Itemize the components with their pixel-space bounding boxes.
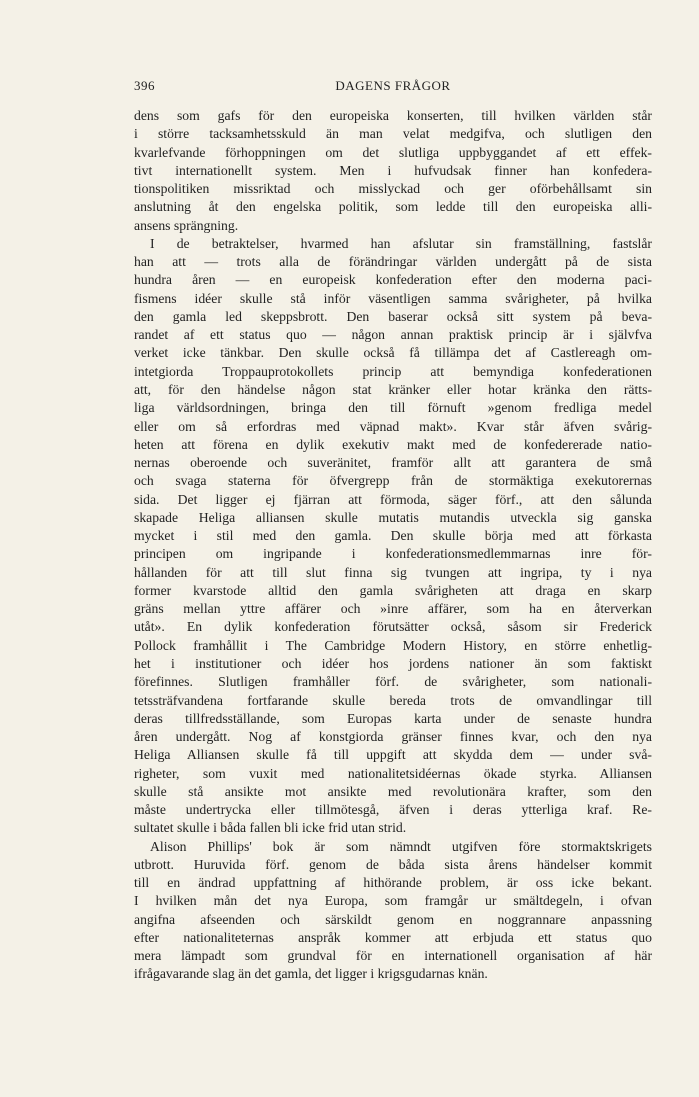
text-line: skapade Heliga alliansen skulle mutatis mutandis utveckla sig ganska bbox=[134, 509, 652, 525]
text-line: Alison Phillips' bok är som nämndt utgifven före stormaktskrigets bbox=[150, 838, 652, 854]
body-text bbox=[134, 107, 652, 984]
text-line: intetgiorda Troppauprotokollets princip att bemyndiga konfederationen bbox=[134, 363, 652, 379]
text-line: fismens idéer skulle stå inför väsentligen samma svårigheter, på hvilka bbox=[134, 290, 652, 306]
text-line: mycket i stil med den gamla. Den skulle börja med att förkasta bbox=[134, 528, 652, 544]
text-line: tetssträfvandena fortfarande skulle bereda trots de omvandlingar till bbox=[134, 692, 652, 708]
text-line: liga världsordningen, bringa den till förnuft »genom fredliga medel bbox=[134, 400, 652, 416]
text-line: han att — trots alla de förändringar världen undergått på de sista bbox=[134, 254, 652, 270]
text-line: utbrott. Huruvida förf. genom de båda sista årens händelser kommit bbox=[134, 856, 652, 872]
page-header bbox=[134, 78, 652, 94]
text-line: I de betraktelser, hvarmed han afslutar sin framställning, fastslår bbox=[150, 235, 652, 251]
text-line: utåt». En dylik konfederation förutsätter också, såsom sir Frederick bbox=[134, 619, 652, 635]
text-line: sida. Det ligger ej fjärran att förmoda, säger förf., att den sålunda bbox=[134, 491, 652, 507]
text-line: verket icke tänkbar. Den skulle också få tillämpa det af Castlereagh om- bbox=[134, 345, 652, 361]
text-line: kvarlefvande förhoppningen om det slutliga uppbyggandet af ett effek- bbox=[134, 144, 652, 160]
text-line: het i institutioner och idéer hos jordens nationer än som faktiskt bbox=[134, 655, 652, 671]
text-line: ansens sprängning. bbox=[134, 217, 239, 233]
text-line: randet af ett status quo — någon annan praktisk princip är i självfva bbox=[134, 327, 652, 343]
text-line: i större tacksamhetsskuld än man velat medgifva, och slutligen den bbox=[134, 126, 652, 142]
text-line: gräns mellan yttre affärer och »inre affärer, som ha en återverkan bbox=[134, 601, 652, 617]
page-number: 396 bbox=[134, 78, 155, 93]
text-line: att, för den händelse någon stat kränker eller hotar kränka den rätts- bbox=[134, 381, 652, 397]
text-line: former kvarstode alltid den gamla svårigheten att draga en skarp bbox=[134, 582, 652, 598]
text-line: principen om ingripande i konfederationsmedlemmarnas inre för- bbox=[134, 546, 652, 562]
text-line: tionspolitiken missriktad och misslyckad och ger oförbehållsamt sin bbox=[134, 181, 652, 197]
text-line: förefinnes. Slutligen framhåller förf. de svårigheter, som nationali- bbox=[134, 674, 652, 690]
text-line: heten att förena en dylik exekutiv makt med de konfedererade natio- bbox=[134, 436, 652, 452]
text-line: mera lämpadt som grundval för en internationell organisation af här bbox=[134, 948, 652, 964]
text-line: ifrågavarande slag än det gamla, det ligger i krigsgudarnas knän. bbox=[134, 966, 488, 982]
running-title: DAGENS FRÅGOR bbox=[335, 78, 451, 93]
text-line: måste undertrycka eller tillmötesgå, äfven i deras ytterliga kraf. Re- bbox=[134, 802, 652, 818]
text-line: sultatet skulle i båda fallen bli icke frid utan strid. bbox=[134, 820, 407, 836]
text-line: deras tillfredsställande, som Europas karta under de senaste hundra bbox=[134, 710, 652, 726]
text-line: anslutning åt den engelska politik, som ledde till den europeiska alli- bbox=[134, 199, 652, 215]
text-line: och svaga staterna för öfvergrepp från de stormäktiga exekutorernas bbox=[134, 473, 652, 489]
text-line: till en ändrad uppfattning af hithörande problem, är oss icke bekant. bbox=[134, 875, 652, 891]
text-line: den gamla led skeppsbrott. Den baserar också sitt system på beva- bbox=[134, 308, 652, 324]
text-line: skulle stå ansikte mot ansikte med revolutionära krafter, som den bbox=[134, 783, 652, 799]
text-line: I hvilken mån det nya Europa, som framgår ur smältdegeln, i ofvan bbox=[134, 893, 652, 909]
text-line: hundra åren — en europeisk konfederation efter den moderna paci- bbox=[134, 272, 652, 288]
text-line: righeter, som vuxit med nationalitetsidéernas ökade styrka. Alliansen bbox=[134, 765, 652, 781]
text-line: angifna afseenden och särskildt genom en noggrannare anpassning bbox=[134, 911, 652, 927]
text-line: Pollock framhållit i The Cambridge Modern History, en större enhetlig- bbox=[134, 637, 652, 653]
text-line: dens som gafs för den europeiska konserten, till hvilken världen står bbox=[134, 108, 652, 123]
text-line: tivt internationellt system. Men i hufvudsak finner han konfedera- bbox=[134, 162, 652, 178]
text-line: efter nationaliteternas anspråk kommer att erbjuda ett status quo bbox=[134, 929, 652, 945]
text-line: Heliga Alliansen skulle få till uppgift att skydda dem — under svå- bbox=[134, 747, 652, 763]
text-line: hållanden för att till slut finna sig tvungen att ingripa, ty i nya bbox=[134, 564, 652, 580]
text-line: nernas oberoende och suveränitet, framför allt att garantera de små bbox=[134, 455, 652, 471]
text-line: åren undergått. Nog af konstgiorda gränser finnes kvar, och den nya bbox=[134, 729, 652, 745]
text-line: eller om så erfordras med väpnad makt». Kvar står äfven svårig- bbox=[134, 418, 652, 434]
